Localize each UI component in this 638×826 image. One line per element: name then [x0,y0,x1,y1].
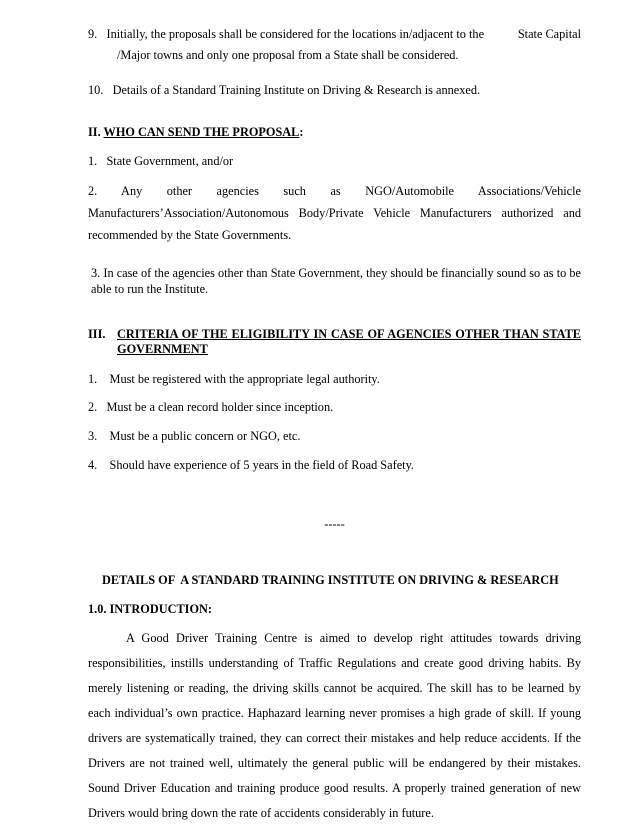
section-iii-item-2: 2. Must be a clean record holder since inception. [88,400,334,414]
section-ii-title: WHO CAN SEND THE PROPOSAL [103,125,300,139]
section-ii-colon: : [299,125,304,139]
list-item-10: 10. Details of a Standard Training Institute on Driving & Research is annexed. [88,83,481,97]
list-item-9-line1 [88,24,581,45]
list-item-9-line2: /Major towns and only one proposal from a State shall be considered. [117,48,459,62]
section-iii-item-1: 1. Must be registered with the appropriate legal authority. [88,372,380,386]
section-iii-numeral: III. [88,327,106,341]
list-item-9-line1-left: Initially, the proposals shall be considered for the locations in/adjacent to the [106,27,485,41]
section-ii-numeral: II. [88,125,101,139]
section-iii-heading [88,327,581,357]
section-ii-item-1: 1. State Government, and/or [88,154,234,168]
section-ii-heading [88,122,581,143]
list-item-9-number: 9. Initially, the proposals shall be considered for the locations in/adjacent to the [88,27,485,41]
list-item-9-line1-right: State Capital [517,27,581,41]
section-iii-item-4: 4. Should have experience of 5 years in the field of Road Safety. [88,458,414,472]
intro-paragraph: A Good Driver Training Centre is aimed to develop right attitudes towards driving responsibilities, instills understanding of Traffic Regulations and create good driving habits. By merely listening or reading, the driving skills cannot be acquired. The skill has to be learned by each individual’s own practice. Haphazard learning never promises a high grade of skill. If young drivers are systematically trained, they can correct their mistakes and help reduce accidents. If the Drivers are not trained well, ultimately the general public will be endangered by their mistakes. Sound Driver Education and training produce good results. A properly trained generation of new Drivers would bring down the rate of accidents considerably in future. [88,631,581,820]
list-item-9 [88,24,581,66]
separator: ----- [324,517,345,531]
section-ii-item-3: 3. In case of the agencies other than State Government, they should be financially sound so as to be able to run the Institute. [91,266,581,296]
intro-heading: 1.0. INTRODUCTION: [88,602,213,616]
section-ii-item-2: 2. Any other agencies such as NGO/Automobile Associations/Vehicle Manufacturers’Association/Autonomous Body/Private Vehicle Manufacturers authorized and recommended by the State Governments. [88,184,581,242]
annex-title: DETAILS OF A STANDARD TRAINING INSTITUTE ON DRIVING & RESEARCH [102,573,559,587]
section-iii-item-3: 3. Must be a public concern or NGO, etc. [88,429,301,443]
section-iii-title: CRITERIA OF THE ELIGIBILITY IN CASE OF AGENCIES OTHER THAN STATE GOVERNMENT [117,327,581,356]
